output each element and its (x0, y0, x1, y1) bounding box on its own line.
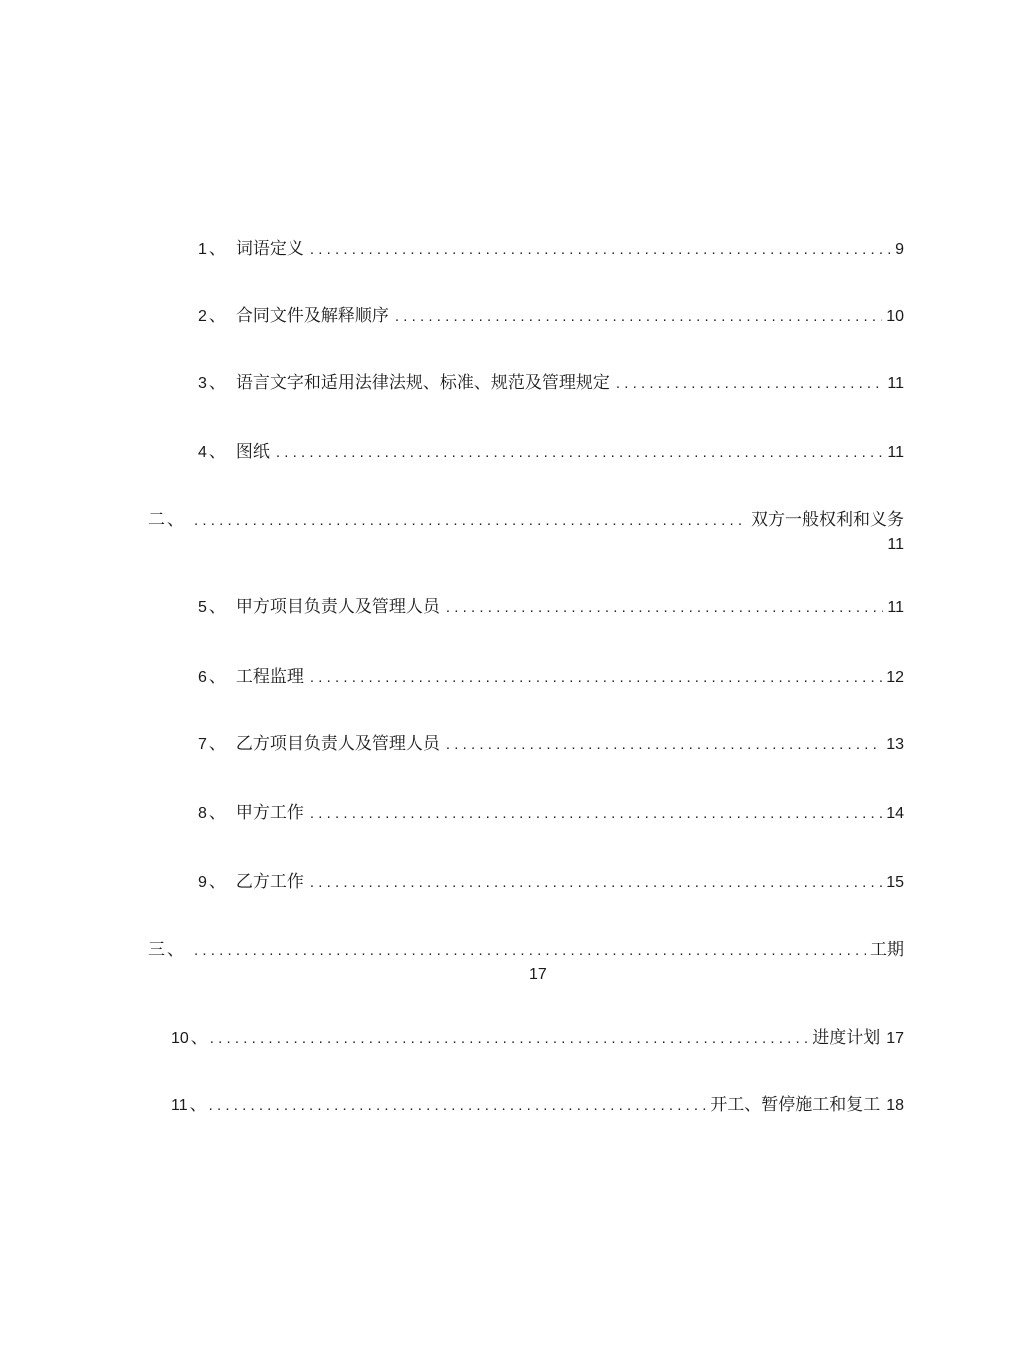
dot-leader (194, 510, 747, 532)
dot-leader (209, 1095, 707, 1117)
dot-leader (616, 373, 883, 395)
toc-entry-page: 14 (886, 805, 904, 822)
toc-entry[interactable] (198, 733, 904, 756)
toc-section-page: 11 (887, 536, 904, 553)
toc-entry-title: 工程监理 (235, 667, 304, 687)
toc-entry[interactable] (171, 1094, 904, 1117)
toc-entry-page: 15 (886, 874, 904, 891)
toc-entry-title: 进度计划 (812, 1028, 881, 1048)
dot-leader (310, 667, 882, 689)
toc-entry-number: 2 (198, 308, 207, 325)
toc-entry-page: 9 (895, 241, 904, 258)
toc-entry-number: 6 (198, 669, 207, 686)
toc-section-number: 二 (148, 510, 165, 530)
toc-entry-separator: 、 (208, 373, 226, 393)
toc-entry-page: 17 (886, 1030, 904, 1047)
toc-entry-page: 13 (886, 736, 904, 753)
toc-entry-page: 12 (886, 669, 904, 686)
toc-entry-title: 词语定义 (235, 239, 304, 259)
toc-section-title: 工期 (870, 940, 904, 960)
toc-entry-title: 语言文字和适用法律法规、标准、规范及管理规定 (235, 373, 610, 393)
toc-entry[interactable] (198, 666, 904, 689)
toc-entry-separator: 、 (208, 734, 226, 754)
toc-entry[interactable] (198, 305, 904, 328)
toc-entry-number: 9 (198, 874, 207, 891)
toc-entry[interactable] (198, 441, 904, 464)
toc-entry-number: 1 (198, 241, 207, 258)
toc-entry-separator: 、 (167, 940, 184, 960)
toc-section-heading[interactable] (148, 939, 904, 962)
toc-section-page: 17 (529, 966, 547, 983)
toc-entry[interactable] (198, 802, 904, 825)
toc-entry-number: 8 (198, 805, 207, 822)
dot-leader (194, 940, 866, 962)
dot-leader (310, 872, 882, 894)
toc-entry-page: 11 (887, 375, 904, 392)
dot-leader (210, 1028, 808, 1050)
toc-entry-separator: 、 (208, 597, 226, 617)
toc-entry-title: 合同文件及解释顺序 (235, 306, 389, 326)
toc-entry-page: 11 (887, 599, 904, 616)
toc-entry-page: 10 (886, 308, 904, 325)
toc-entry-separator: 、 (208, 803, 226, 823)
toc-entry-page: 11 (887, 444, 904, 461)
toc-entry-title: 甲方项目负责人及管理人员 (235, 597, 440, 617)
toc-entry-title: 甲方工作 (235, 803, 304, 823)
dot-leader (446, 734, 882, 756)
toc-entry-separator: 、 (189, 1095, 207, 1115)
toc-section-heading[interactable] (148, 509, 904, 532)
dot-leader (395, 306, 882, 328)
toc-entry-number: 11 (171, 1097, 188, 1114)
dot-leader (310, 239, 891, 261)
toc-entry-separator: 、 (208, 306, 226, 326)
toc-entry-title: 图纸 (235, 442, 270, 462)
toc-entry-separator: 、 (208, 239, 226, 259)
toc-entry-number: 7 (198, 736, 207, 753)
dot-leader (276, 442, 883, 464)
toc-entry-page: 18 (886, 1097, 904, 1114)
toc-entry[interactable] (198, 238, 904, 261)
toc-entry-number: 4 (198, 444, 207, 461)
toc-entry-title: 乙方项目负责人及管理人员 (235, 734, 440, 754)
toc-entry-title: 乙方工作 (235, 872, 304, 892)
toc-entry-separator: 、 (190, 1028, 208, 1048)
toc-entry-separator: 、 (208, 872, 226, 892)
toc-entry-separator: 、 (167, 510, 184, 530)
toc-entry-separator: 、 (208, 442, 226, 462)
toc-entry-title: 开工、暂停施工和复工 (710, 1095, 881, 1115)
dot-leader (446, 597, 883, 619)
toc-entry[interactable] (198, 372, 904, 395)
toc-entry[interactable] (198, 596, 904, 619)
toc-entry-number: 10 (171, 1030, 189, 1047)
toc-entry[interactable] (198, 871, 904, 894)
toc-entry-number: 3 (198, 375, 207, 392)
toc-entry[interactable] (171, 1027, 904, 1050)
toc-section-title: 双方一般权利和义务 (751, 510, 904, 530)
dot-leader (310, 803, 882, 825)
toc-section-number: 三 (148, 940, 165, 960)
toc-entry-separator: 、 (208, 667, 226, 687)
toc-entry-number: 5 (198, 599, 207, 616)
